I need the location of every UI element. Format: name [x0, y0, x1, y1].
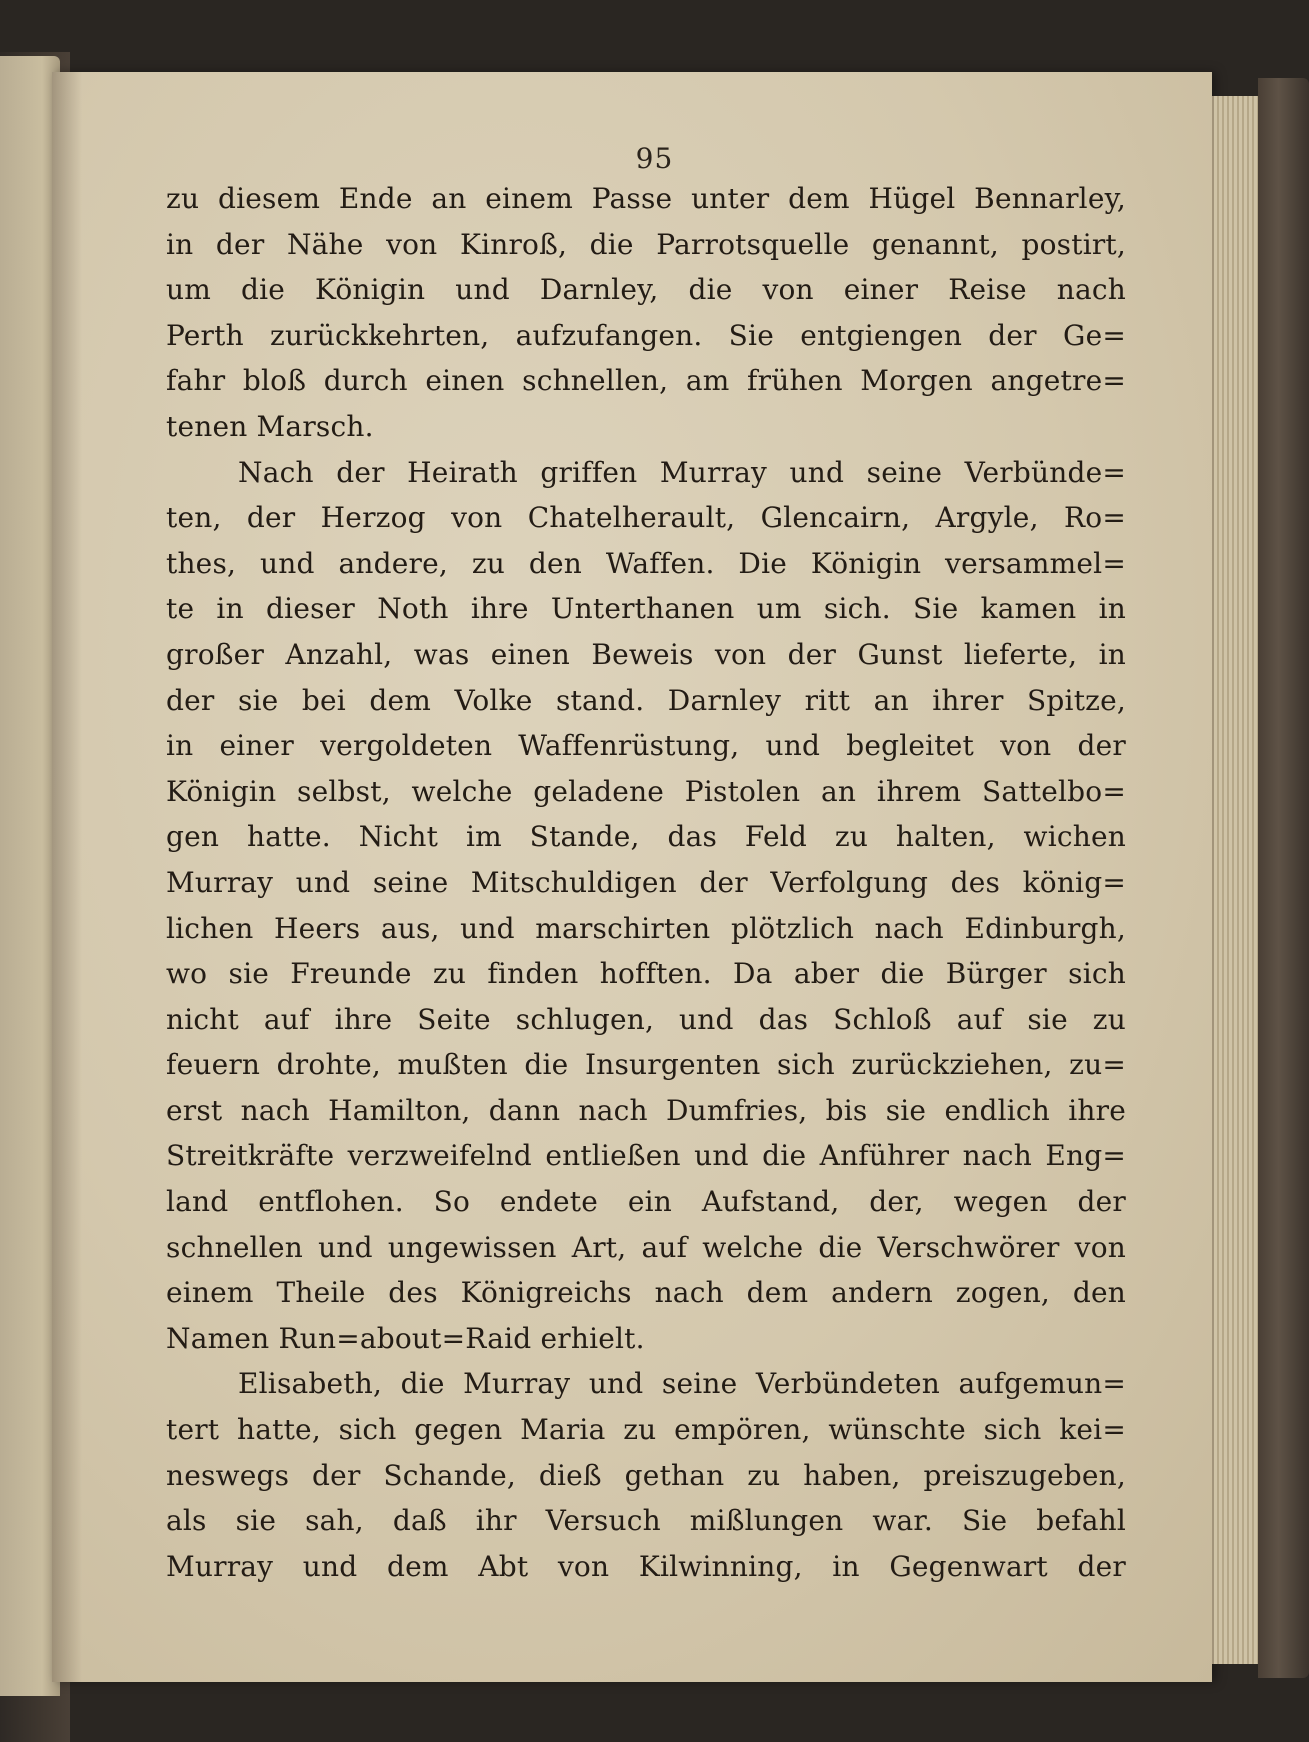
- left-page-edge: [0, 56, 60, 1696]
- text-line: gen hatte. Nicht im Stande, das Feld zu halten, wichen: [166, 820, 1126, 854]
- text-line: Nach der Heirath griffen Murray und seine Verbünde=: [238, 455, 1126, 489]
- text-line: schnellen und ungewissen Art, auf welche die Verschwörer von: [166, 1230, 1126, 1264]
- text-line: fahr bloß durch einen schnellen, am frühen Morgen angetre=: [166, 364, 1126, 398]
- text-line: te in dieser Noth ihre Unterthanen um sich. Sie kamen in: [166, 592, 1126, 626]
- text-line: tert hatte, sich gegen Maria zu empören, wünschte sich kei=: [166, 1413, 1126, 1447]
- text-line: Murray und dem Abt von Kilwinning, in Gegenwart der: [166, 1549, 1126, 1583]
- text-line: um die Königin und Darnley, die von einer Reise nach: [166, 273, 1126, 307]
- text-line: Namen Run=about=Raid erhielt.: [166, 1321, 645, 1355]
- text-line: land entflohen. So endete ein Aufstand, der, wegen der: [166, 1185, 1126, 1219]
- page-number: 95: [635, 142, 674, 175]
- text-line: nicht auf ihre Seite schlugen, und das Schloß auf sie zu: [166, 1002, 1126, 1036]
- right-cover: [1258, 78, 1309, 1678]
- text-line: in der Nähe von Kinroß, die Parrotsquelle genannt, postirt,: [166, 227, 1126, 261]
- text-line: erst nach Hamilton, dann nach Dumfries, bis sie endlich ihre: [166, 1093, 1126, 1127]
- text-line: in einer vergoldeten Waffenrüstung, und begleitet von der: [166, 729, 1126, 763]
- page-fore-edge: [1212, 96, 1262, 1664]
- text-line: neswegs der Schande, dieß gethan zu haben, preiszugeben,: [166, 1458, 1126, 1492]
- text-line: Perth zurückkehrten, aufzufangen. Sie entgiengen der Ge=: [166, 318, 1126, 352]
- text-line: zu diesem Ende an einem Passe unter dem Hügel Bennarley,: [166, 182, 1126, 215]
- text-line: Elisabeth, die Murray und seine Verbündeten aufgemun=: [238, 1367, 1126, 1401]
- text-line: wo sie Freunde zu finden hofften. Da aber die Bürger sich: [166, 957, 1126, 991]
- text-line: lichen Heers aus, und marschirten plötzlich nach Edinburgh,: [166, 911, 1126, 945]
- text-line: Murray und seine Mitschuldigen der Verfolgung des könig=: [166, 865, 1126, 899]
- text-line: tenen Marsch.: [166, 409, 374, 443]
- text-line: thes, und andere, zu den Waffen. Die Königin versammel=: [166, 546, 1126, 580]
- text-line: ten, der Herzog von Chatelherault, Glencairn, Argyle, Ro=: [166, 501, 1126, 535]
- text-line: großer Anzahl, was einen Beweis von der Gunst lieferte, in: [166, 637, 1126, 671]
- page-text: [166, 176, 1126, 1589]
- gutter-shadow: [52, 72, 82, 1682]
- text-line: Königin selbst, welche geladene Pistolen an ihrem Sattelbo=: [166, 774, 1126, 808]
- text-line: der sie bei dem Volke stand. Darnley ritt an ihrer Spitze,: [166, 683, 1126, 717]
- text-line: Streitkräfte verzweifelnd entließen und die Anführer nach Eng=: [166, 1139, 1126, 1173]
- text-line: als sie sah, daß ihr Versuch mißlungen war. Sie befahl: [166, 1504, 1126, 1538]
- text-line: einem Theile des Königreichs nach dem andern zogen, den: [166, 1276, 1126, 1310]
- text-line: feuern drohte, mußten die Insurgenten sich zurückziehen, zu=: [166, 1048, 1126, 1082]
